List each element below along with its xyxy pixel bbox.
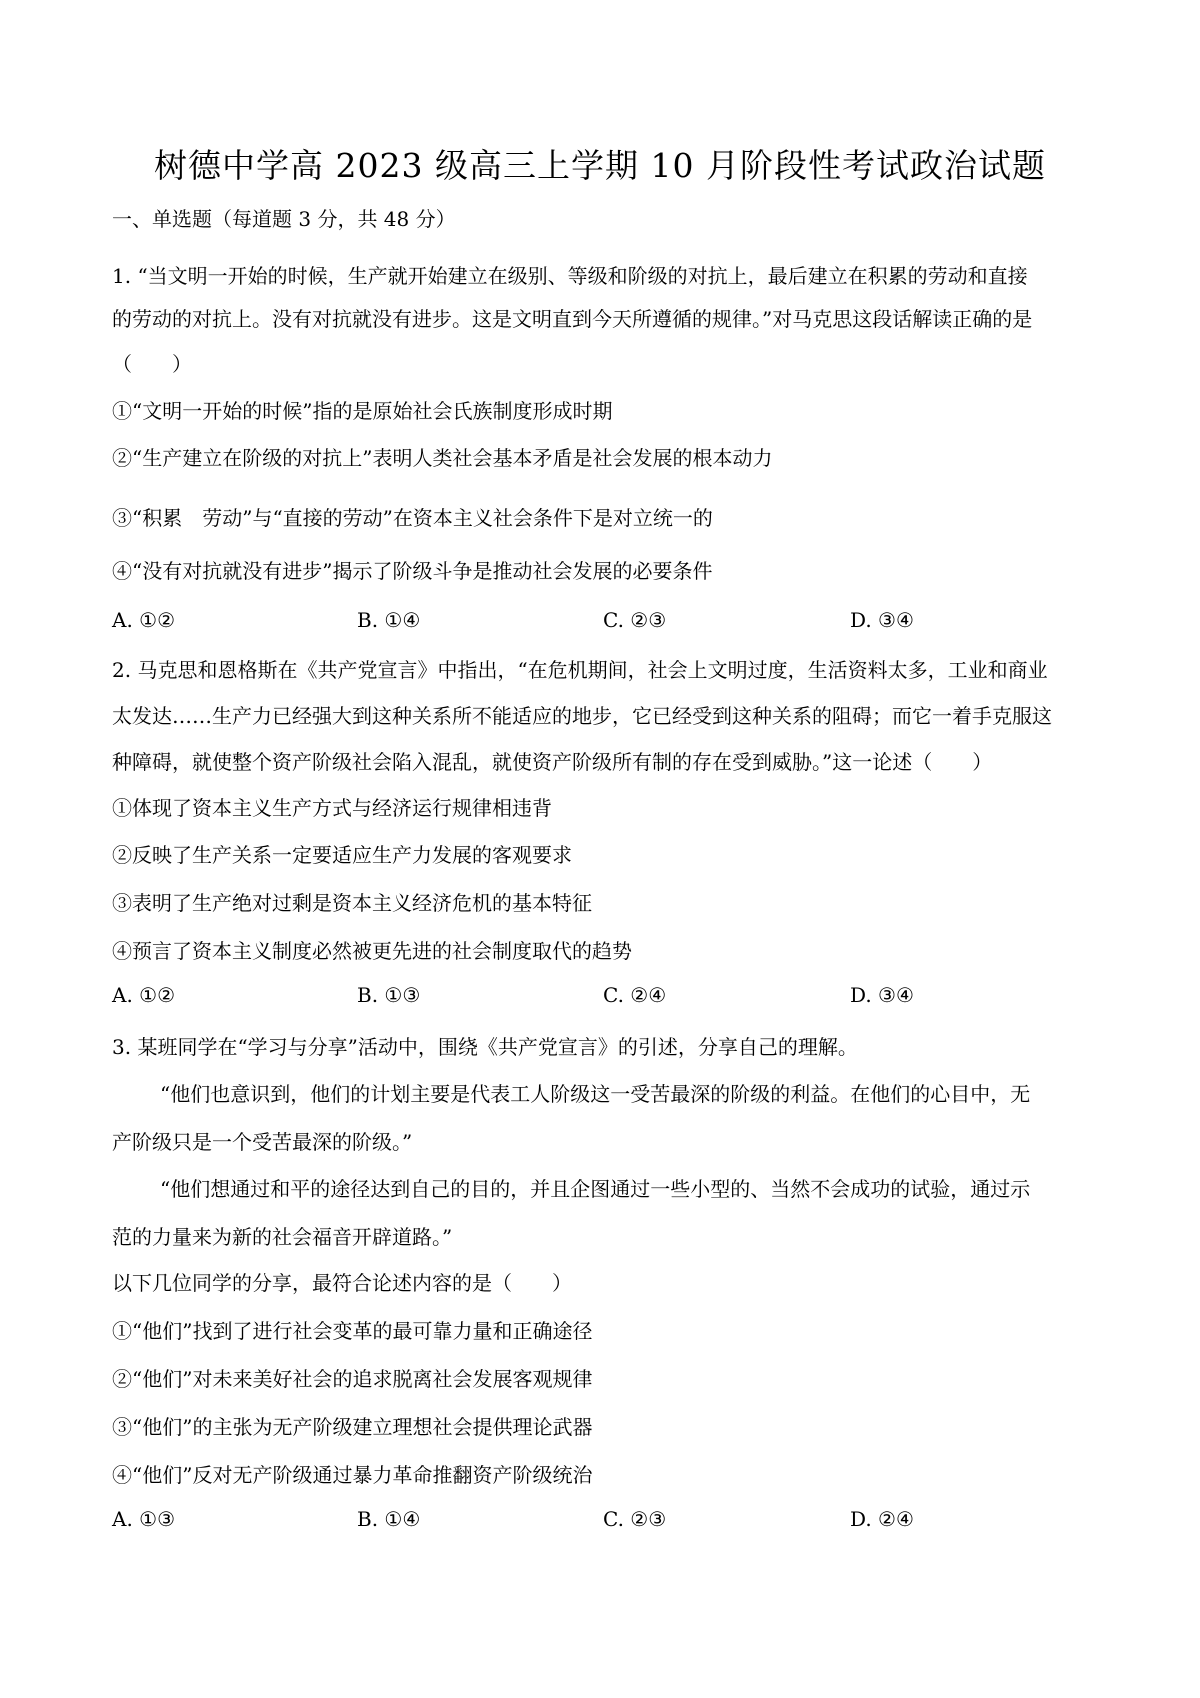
- q2-item: ④预言了资本主义制度必然被更先进的社会制度取代的趋势: [112, 939, 632, 963]
- q3-option-a: A. ①③: [112, 1507, 176, 1531]
- q2-item: ①体现了资本主义生产方式与经济运行规律相违背: [112, 796, 552, 820]
- q3-item: ④“他们”反对无产阶级通过暴力革命推翻资产阶级统治: [112, 1463, 593, 1487]
- q2-option-b: B. ①③: [357, 983, 421, 1007]
- section-heading: 一、单选题（每道题 3 分，共 48 分）: [112, 207, 456, 231]
- q2-option-d: D. ③④: [850, 983, 914, 1007]
- q1-stem-line: 的劳动的对抗上。没有对抗就没有进步。这是文明直到今天所遵循的规律。”对马克思这段话解读正确的是: [112, 307, 1033, 331]
- q3-option-b: B. ①④: [357, 1507, 421, 1531]
- q3-option-c: C. ②③: [603, 1507, 667, 1531]
- q3-item: ①“他们”找到了进行社会变革的最可靠力量和正确途径: [112, 1319, 593, 1343]
- q2-item: ③表明了生产绝对过剩是资本主义经济危机的基本特征: [112, 891, 592, 915]
- q1-option-b: B. ①④: [357, 608, 421, 632]
- q1-item: ③“积累 劳动”与“直接的劳动”在资本主义社会条件下是对立统一的: [112, 506, 713, 530]
- q1-option-a: A. ①②: [112, 608, 176, 632]
- q3-stem: 3. 某班同学在“学习与分享”活动中，围绕《共产党宣言》的引述，分享自己的理解。: [112, 1035, 858, 1059]
- q3-option-d: D. ②④: [850, 1507, 914, 1531]
- q2-stem-line: 2. 马克思和恩格斯在《共产党宣言》中指出，“在危机期间，社会上文明过度，生活资料太多，工业和商业: [112, 658, 1048, 682]
- q2-option-c: C. ②④: [603, 983, 667, 1007]
- q2-stem-line: 太发达……生产力已经强大到这种关系所不能适应的地步，它已经受到这种关系的阻碍；而它一着手克服这: [112, 704, 1052, 728]
- q1-item: ②“生产建立在阶级的对抗上”表明人类社会基本矛盾是社会发展的根本动力: [112, 446, 773, 470]
- q3-question: 以下几位同学的分享，最符合论述内容的是（ ）: [112, 1271, 572, 1295]
- q3-quote-line: 产阶级只是一个受苦最深的阶级。”: [112, 1130, 413, 1154]
- q2-stem-line: 种障碍，就使整个资产阶级社会陷入混乱，就使资产阶级所有制的存在受到威胁。”这一论述（ ）: [112, 750, 993, 774]
- q3-quote-line: 范的力量来为新的社会福音开辟道路。”: [112, 1225, 453, 1249]
- q1-option-d: D. ③④: [850, 608, 914, 632]
- q1-item: ①“文明一开始的时候”指的是原始社会氏族制度形成时期: [112, 399, 613, 423]
- q3-quote-line: “他们想通过和平的途径达到自己的目的，并且企图通过一些小型的、当然不会成功的试验，通过示: [160, 1177, 1031, 1201]
- q1-item: ④“没有对抗就没有进步”揭示了阶级斗争是推动社会发展的必要条件: [112, 559, 713, 583]
- q3-item: ②“他们”对未来美好社会的追求脱离社会发展客观规律: [112, 1367, 593, 1391]
- q2-option-a: A. ①②: [112, 983, 176, 1007]
- q2-item: ②反映了生产关系一定要适应生产力发展的客观要求: [112, 843, 572, 867]
- q1-stem-line: （ ）: [112, 352, 192, 376]
- q1-option-c: C. ②③: [603, 608, 667, 632]
- q3-quote-line: “他们也意识到，他们的计划主要是代表工人阶级这一受苦最深的阶级的利益。在他们的心目中，无: [160, 1082, 1031, 1106]
- page-title: 树德中学高 2023 级高三上学期 10 月阶段性考试政治试题: [154, 146, 1046, 185]
- q3-item: ③“他们”的主张为无产阶级建立理想社会提供理论武器: [112, 1415, 593, 1439]
- q1-stem-line: 1. “当文明一开始的时候，生产就开始建立在级别、等级和阶级的对抗上，最后建立在积累的劳动和直接: [112, 264, 1028, 288]
